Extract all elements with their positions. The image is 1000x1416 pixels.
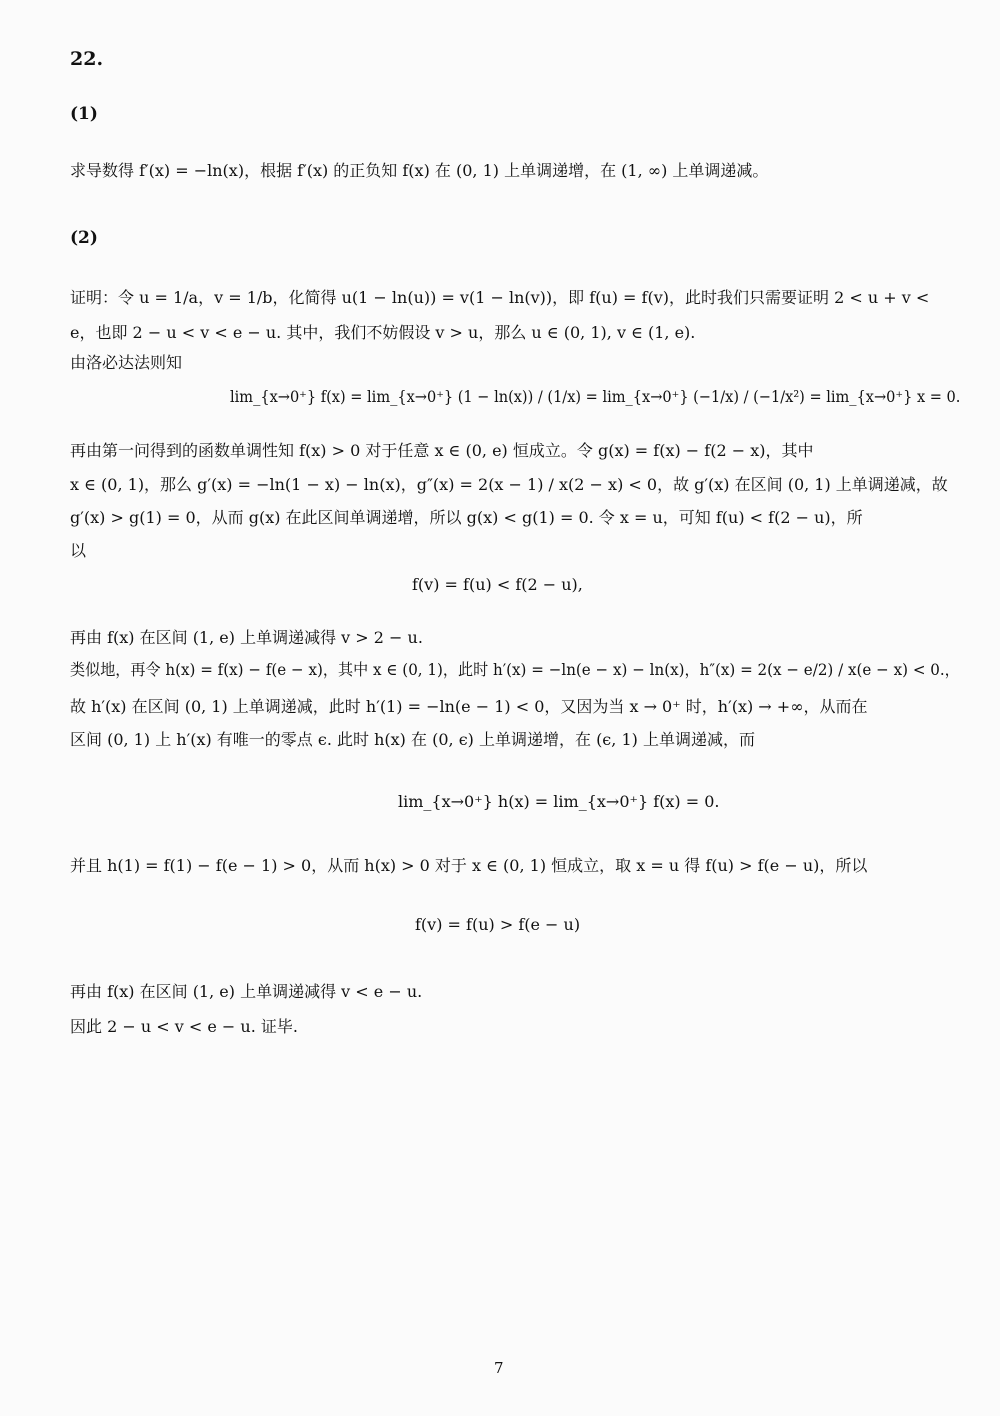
proof-line: 再由第一问得到的函数单调性知 f(x) > 0 对于任意 x ∈ (0, e) 恒成立。令 g(x) = f(x) − f(2 − x)，其中 <box>70 441 814 460</box>
proof-line: 再由 f(x) 在区间 (1, e) 上单调递减得 v > 2 − u. <box>70 628 423 647</box>
equation-fv-lt: f(v) = f(u) < f(2 − u), <box>412 575 583 594</box>
problem-number: 22. <box>70 48 104 70</box>
proof-line: 并且 h(1) = f(1) − f(e − 1) > 0，从而 h(x) > 0 对于 x ∈ (0, 1) 恒成立，取 x = u 得 f(u) > f(e − u)，所以 <box>70 856 868 875</box>
equation-lhopital: lim_{x→0⁺} f(x) = lim_{x→0⁺} (1 − ln(x)) / (1/x) = lim_{x→0⁺} (−1/x) / (−1/x²) = lim_{x→0⁺} x = 0. <box>230 387 961 406</box>
proof-line: e，也即 2 − u < v < e − u. 其中，我们不妨假设 v > u，那么 u ∈ (0, 1), v ∈ (1, e). <box>70 323 696 342</box>
equation-lim-h: lim_{x→0⁺} h(x) = lim_{x→0⁺} f(x) = 0. <box>398 792 720 811</box>
proof-line: 以 <box>70 541 87 560</box>
proof-line: 故 h′(x) 在区间 (0, 1) 上单调递减，此时 h′(1) = −ln(e − 1) < 0，又因为当 x → 0⁺ 时，h′(x) → +∞，从而在 <box>70 697 868 716</box>
page-number: 7 <box>494 1359 504 1377</box>
equation-fv-gt: f(v) = f(u) > f(e − u) <box>415 915 581 934</box>
proof-line: 类似地，再令 h(x) = f(x) − f(e − x)，其中 x ∈ (0, 1)，此时 h′(x) = −ln(e − x) − ln(x)，h″(x) = 2(x − e/2) / x(e − x) < 0.， <box>70 660 960 679</box>
proof-line: 证明：令 u = 1/a，v = 1/b，化简得 u(1 − ln(u)) = v(1 − ln(v))，即 f(u) = f(v)，此时我们只需要证明 2 < u + v < <box>70 288 930 307</box>
part1-text: 求导数得 f′(x) = −ln(x)，根据 f′(x) 的正负知 f(x) 在 (0, 1) 上单调递增，在 (1, ∞) 上单调递减。 <box>70 161 769 180</box>
proof-line: 再由 f(x) 在区间 (1, e) 上单调递减得 v < e − u. <box>70 982 423 1001</box>
proof-line: x ∈ (0, 1)，那么 g′(x) = −ln(1 − x) − ln(x)，g″(x) = 2(x − 1) / x(2 − x) < 0，故 g′(x) 在区间 (0, 1) 上单调递减，故 <box>70 475 948 494</box>
proof-line: g′(x) > g(1) = 0，从而 g(x) 在此区间单调递增，所以 g(x) < g(1) = 0. 令 x = u，可知 f(u) < f(2 − u)，所 <box>70 508 863 527</box>
proof-line: 区间 (0, 1) 上 h′(x) 有唯一的零点 ϵ. 此时 h(x) 在 (0, ϵ) 上单调递增，在 (ϵ, 1) 上单调递减，而 <box>70 730 755 749</box>
proof-line: 由洛必达法则知 <box>70 353 183 372</box>
part1-label: (1) <box>70 104 98 124</box>
proof-line: 因此 2 − u < v < e − u. 证毕. <box>70 1017 298 1036</box>
part2-label: (2) <box>70 228 98 248</box>
